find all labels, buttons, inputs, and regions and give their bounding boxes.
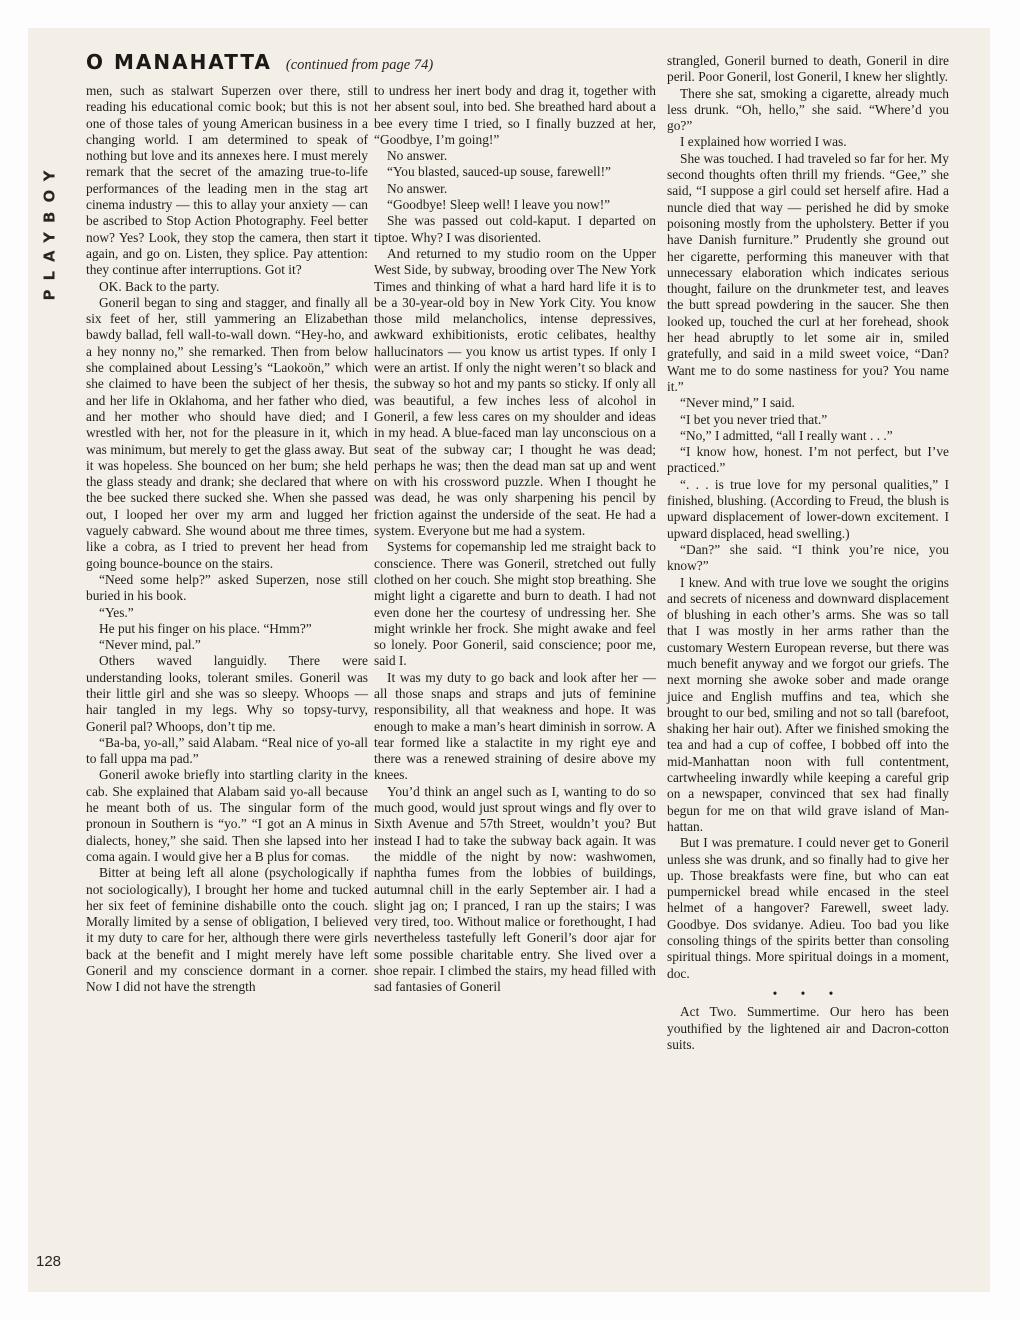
paragraph: “. . . is true love for my personal qualities,” I finished, blushing. (According to Freud, the blush is upward displacement of lower-down excitement. I upward displaced, head swelling.) — [667, 476, 949, 541]
paragraph: “No,” I admitted, “all I really want . . .” — [680, 427, 893, 443]
paragraph: “You blasted, sauced-up souse, farewell!” — [387, 164, 611, 180]
paragraph: But I was premature. I could never get to Goneril unless she was drunk, and so finally had to give her up. Those breakfasts were fine, but who can eat pumpernickel bread while encased in the steel helmet of a hangover? Farewell, sweet lady. Goodbye. Dos svidanye. Adieu. Too bad you like consoling things of the spirits better than consoling spiritual things. More spiritual doings in a moment, doc. — [667, 835, 949, 981]
paragraph: strangled, Goneril burned to death, Goneril in dire peril. Poor Goneril, lost Goneril, I knew her slightly. — [667, 53, 949, 85]
page-number: 128 — [36, 1253, 62, 1270]
paragraph: She was passed out cold-kaput. I departed on tiptoe. Why? I was disoriented. — [374, 213, 656, 245]
text-column-1 — [86, 83, 368, 996]
paragraph: to undress her inert body and drag it, together with her absent soul, into bed. She breathed hard about a bee every time I tried, so I finally buzzed at her, “Goodbye, I’m going!” — [374, 83, 656, 147]
paragraph: “Ba-ba, yo-all,” said Alabam. “Real nice of yo-all to fall uppa ma pad.” — [86, 734, 368, 767]
magazine-spine-label — [38, 48, 62, 301]
paragraph: There she sat, smoking a cigarette, already much less drunk. “Oh, hello,” she said. “Where’d you go?” — [667, 85, 949, 134]
text-column-2 — [374, 83, 656, 996]
paragraph: “Never mind, pal.” — [99, 637, 201, 653]
paragraph: “Dan?” she said. “I think you’re nice, you know?” — [667, 541, 949, 574]
paragraph: “Need some help?” asked Superzen, nose still buried in his book. — [86, 571, 368, 604]
paragraph: Bitter at being left all alone (psychologically if not sociologically), I brought her home and tucked her six feet of feminine dishabille onto the couch. Morally limited by a sense of obligation, I believed it my duty to care for her, although there were girls back at the benefit and I might merely have left Goneril and my conscience dormant in a corner. Now I did not have the strength — [86, 865, 368, 995]
paragraph: You’d think an angel such as I, wanting to do so much good, would just sprout wings and fly over to Sixth Avenue and 57th Street, wouldn’t you? But instead I had to take the subway back again. It was the middle of the night by now: washwomen, naphtha fumes from the lobbies of buildings, autumnal chill in the early September air. I had a slight jag on; I pranced, I ran up the stairs; I was very tired, too. Without malice or forethought, I had nevertheless tastefully left Goneril’s door ajar for some possible charitable entry. She lived over a shoe repair. I climbed the stairs, my head filled with sad fantasies of Goneril — [374, 783, 656, 995]
paragraph: “Never mind,” I said. — [680, 395, 795, 411]
paragraph: Goneril began to sing and stagger, and finally all six feet of her, still yammering an Elizabethan bawdy ballad, fell wall-to-wall down. “Hey-ho, and a hey nonny no,” she remarked. Then from below she complained about Lessing’s “Laokoön,” which she claimed to have been the subject of her thesis, and her life in Oklahoma, and her father who died, and her mother who should have died; and I wrestled with her, not for the pleasure in it, which was minimum, but merely to get the glass away. But it was hopeless. She bounced on her bum; she held the glass steady and drank; she declared that where the bee sucked there sucked she. When she passed out, I looped her over my arm and lugged her vaguely cabward. She wound about me three times, like a cobra, as I tried to prevent her head from going bounce-bounce on the stairs. — [86, 294, 368, 571]
paragraph: No answer. — [387, 180, 448, 196]
paragraph: “I know how, honest. I’m not perfect, but I’ve practiced.” — [667, 444, 949, 476]
paragraph: It was my duty to go back and look after her — all those snaps and straps and juts of feminine responsibility, all that weakness and hope. It was enough to make a man’s heart diminish in sorrow. A tear formed like a stalactite in my right eye and there was a renewed straining of desire above my knees. — [374, 669, 656, 783]
paragraph: I knew. And with true love we sought the origins and secrets of niceness and downward displacement of blushing in each other’s arms. She was so tall that I was mostly in her arms rather than the customary Western European reverse, but there was much benefit anyway and we forgot our griefs. The next morning she awoke sober and made orange juice and English muffins and tea, which she brought to our bed, smiling and not so tall (barefoot, shaking her hair out). After we finished smoking the tea and had a cup of coffee, I bobbed off into the mid-Manhattan noon with full contentment, cartwheeling inwardly while keeping a careful grip on a newspaper, convinced that sex had finally begun for me on that wild grave island of Manhattan. — [667, 574, 949, 834]
article-title: O MANAHATTA — [86, 50, 272, 74]
paragraph: “Goodbye! Sleep well! I leave you now!” — [387, 197, 611, 213]
paragraph: OK. Back to the party. — [99, 278, 220, 294]
spine-text: PLAYBOY — [41, 161, 60, 301]
paragraph: • • • — [772, 985, 844, 1001]
paragraph: men, such as stalwart Superzen over there, still reading his educational comic book; but this is not one of those tales of young American business in a changing world. I am determined to speak of nothing but love and its annexes here. I must merely remark that the secret of the amazing true-to-life performances of the leading men in the stag art cinema industry — this to allay your anxiety — can be ascribed to Stop Action Photography. Feel better now? Yes? Look, they stop the camera, then start it again, and go on. Listen, they splice. Pay attention: they continue after interruptions. Got it? — [86, 83, 368, 278]
text-column-3 — [667, 53, 949, 1053]
paragraph: She was touched. I had traveled so far for her. My second thoughts often thrill my friends. “Gee,” she said, “I suppose a girl could set herself afire. Had a nuncle died that way — perished he did by smoke poisoning mostly from the upholstery. Better if you have Danish furniture.” Prudently she ground out her cigarette, performing this maneuver with that unnecessary elaboration which indicates serious thought, failure on the drunkmeter test, and leaves the butt spread powdering in the saucer. She then looked up, touched the curl at her forehead, shook her head abruptly to let some air in, smiled gratefully, and said in a mild sweet voice, “Dan? Want me to do some nastiness for you? You name it.” — [667, 150, 949, 394]
paragraph: No answer. — [387, 148, 448, 164]
paragraph: Goneril awoke briefly into startling clarity in the cab. She explained that Alabam said yo-all because he meant both of us. The singular form of the pronoun in Southern is “yo.” “I got an A minus in dialects, honey,” she said. Then she lapsed into her coma again. I would give her a B plus for comas. — [86, 767, 368, 864]
paragraph: Act Two. Summertime. Our hero has been youthified by the lightened air and Dacron-cotton suits. — [667, 1004, 949, 1052]
article-header — [86, 50, 433, 74]
magazine-page — [28, 28, 990, 1292]
paragraph: Systems for copemanship led me straight back to conscience. There was Goneril, stretched out fully clothed on her couch. She might stop breathing. She might light a cigarette and burn to death. I had not even done her the courtesy of undressing her. She might wrinkle her frock. She might awake and feel so lonely. Poor Goneril, said conscience; poor me, said I. — [374, 539, 656, 669]
paragraph: Others waved languidly. There were understanding looks, tolerant smiles. Goneril was their little girl and she was so sleepy. Whoops — hair tangled in my legs. Why so topsy-turvy, Goneril pal? Whoops, don’t tip me. — [86, 653, 368, 734]
paragraph: I explained how worried I was. — [680, 134, 847, 150]
paragraph: “I bet you never tried that.” — [680, 411, 828, 427]
paragraph: And returned to my studio room on the Upper West Side, by subway, brooding over The New York Times and thinking of what a hard hard life it is to be a 30-year-old boy in New York City. You know those mild melancholics, intense depressives, awkward exhibitionists, erotic celibates, healthy hallucinators — you know us artist types. If only I were an artist. If only the night weren’t so black and the subway so hot and my pants so sticky. If only all was beautiful, a few inches less of alcohol in Goneril, a few less cares on my shoulder and ideas in my head. A blue-faced man lay unconscious on a seat of the subway car; I thought he was dead; perhaps he was; then the dead man sat up and went on with his crossword puzzle. When I thought he was dead, he was only sharpening his pencil by friction against the underside of the seat. He had a system. Everyone but me had a system. — [374, 245, 656, 539]
continued-note: (continued from page 74) — [285, 57, 434, 73]
paragraph: He put his finger on his place. “Hmm?” — [99, 620, 312, 636]
paragraph: “Yes.” — [99, 604, 134, 620]
